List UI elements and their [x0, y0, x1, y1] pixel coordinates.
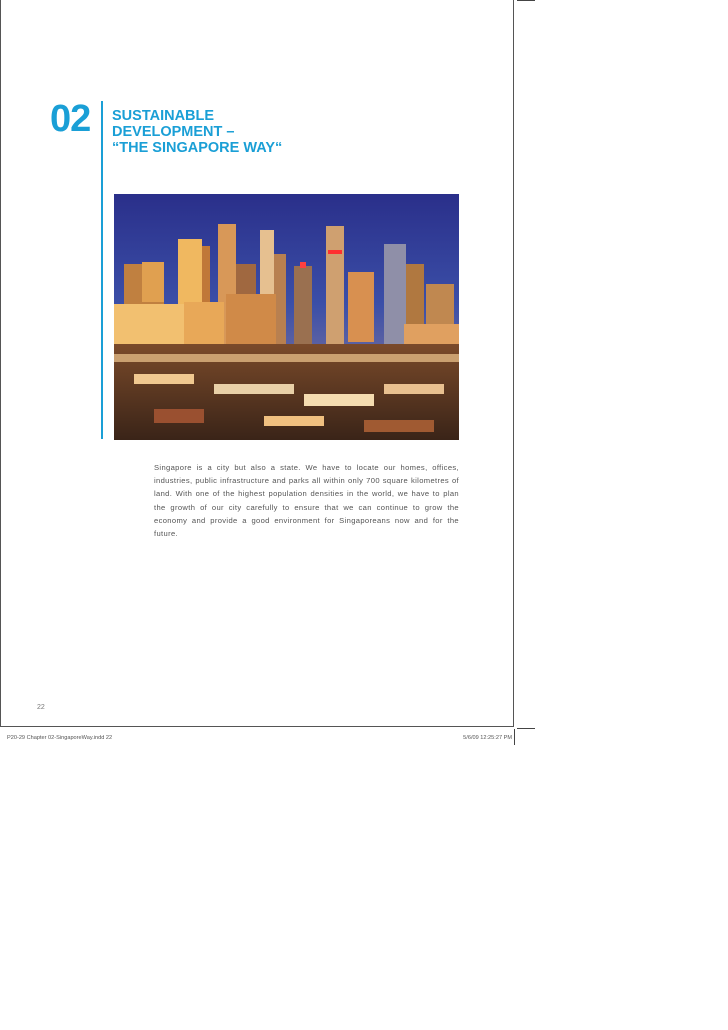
print-slug-filename: P20-29 Chapter 02-SingaporeWay.indd 22: [7, 735, 113, 741]
night-skyline-photo: [114, 194, 459, 440]
chapter-title: [112, 108, 282, 156]
chapter-title-line: SUSTAINABLE: [112, 108, 215, 124]
chapter-title-line: DEVELOPMENT –: [112, 124, 235, 140]
chapter-title-line: “THE SINGAPORE WAY“: [112, 140, 283, 156]
accent-divider: [101, 101, 103, 439]
chapter-number: 02: [50, 98, 91, 140]
print-slug-timestamp: 5/6/09 12:25:27 PM: [463, 735, 512, 741]
page-number: 22: [37, 704, 45, 711]
crop-mark-slug-right: [514, 729, 515, 745]
crop-mark-bottom-right: [517, 728, 535, 729]
body-paragraph: Singapore is a city but also a state. We have to locate our homes, offices, industries, public infrastructure and parks all within only 700 square kilometres of land. With one of the highest population densities in the world, we have to plan the growth of our city carefully to ensure that we can continue to grow the economy and provide a good environment for Singaporeans now and for the future.: [154, 463, 459, 539]
crop-mark-top-right: [517, 0, 535, 1]
